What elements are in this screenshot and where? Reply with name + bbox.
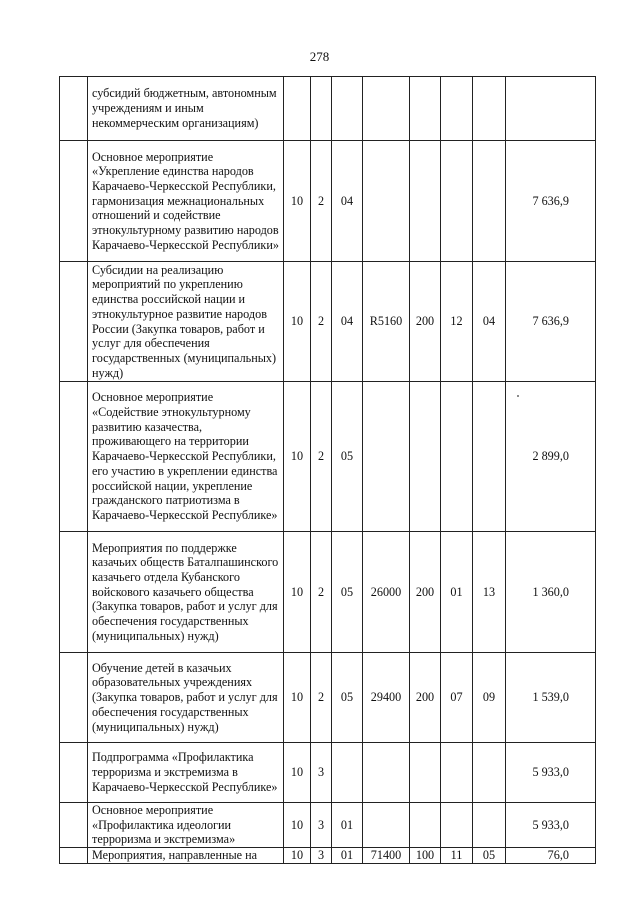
type-code-cell [410,382,441,532]
subsection-code-cell: 2 [311,532,332,653]
section-code-cell [284,77,311,141]
left-margin-cell [60,848,88,864]
function-code-cell [441,382,473,532]
type-code-cell: 200 [410,262,441,382]
section-code-cell: 10 [284,141,311,262]
left-margin-cell [60,653,88,743]
subsection-code-cell: 2 [311,382,332,532]
amount-cell: 76,0 [506,848,596,864]
left-margin-cell [60,532,88,653]
amount-cell: 7 636,9 [506,141,596,262]
expense-code-cell: R5160 [363,262,410,382]
left-margin-cell [60,141,88,262]
function-code-cell [441,803,473,848]
description-cell: Основное мероприятие «Содействие этнокультурному развитию казачества, проживающего на территории Карачаево-Черкесской Республики, его участию в укреплении единства российской нации, укрепление гражданского патриотизма в Карачаево-Черкесской Республике» [88,382,284,532]
type-code-cell: 200 [410,532,441,653]
type-code-cell [410,77,441,141]
section-code-cell: 10 [284,848,311,864]
subsection-code-cell [311,77,332,141]
subsection-code-cell: 2 [311,262,332,382]
section-code-cell: 10 [284,743,311,803]
subfunction-code-cell: 09 [473,653,506,743]
table-row [60,141,596,262]
amount-cell: 5 933,0 [506,803,596,848]
amount-cell: 5 933,0 [506,743,596,803]
program-code-cell: 05 [332,653,363,743]
subfunction-code-cell: 05 [473,848,506,864]
scan-speck [517,395,519,397]
program-code-cell: 04 [332,262,363,382]
left-margin-cell [60,262,88,382]
description-cell: Подпрограмма «Профилактика терроризма и экстремизма в Карачаево-Черкесской Республике» [88,743,284,803]
description-cell: Мероприятия по поддержке казачьих обществ Баталпашинского казачьего отдела Кубанского войскового казачьего общества (Закупка товаров, работ и услуг для обеспечения государственных (муниципальных) нужд) [88,532,284,653]
expense-code-cell: 26000 [363,532,410,653]
left-margin-cell [60,743,88,803]
description-cell: субсидий бюджетным, автономным учреждениям и иным некоммерческим организациям) [88,77,284,141]
section-code-cell: 10 [284,803,311,848]
section-code-cell: 10 [284,653,311,743]
section-code-cell: 10 [284,532,311,653]
table-body [60,77,596,864]
left-margin-cell [60,803,88,848]
type-code-cell [410,743,441,803]
expense-code-cell [363,803,410,848]
table-row [60,803,596,848]
subsection-code-cell: 3 [311,743,332,803]
table-row [60,532,596,653]
table-row [60,743,596,803]
expense-code-cell [363,77,410,141]
amount-cell: 2 899,0 [506,382,596,532]
expense-code-cell [363,382,410,532]
expense-code-cell: 29400 [363,653,410,743]
program-code-cell: 01 [332,848,363,864]
left-margin-cell [60,382,88,532]
function-code-cell: 11 [441,848,473,864]
expense-code-cell [363,743,410,803]
function-code-cell: 01 [441,532,473,653]
type-code-cell [410,141,441,262]
program-code-cell [332,743,363,803]
table-row [60,848,596,864]
description-cell: Субсидии на реализацию мероприятий по укреплению единства российской нации и этнокультурное развитие народов России (Закупка товаров, работ и услуг для обеспечения государственных (муниципальных) нужд) [88,262,284,382]
amount-cell: 1 360,0 [506,532,596,653]
subfunction-code-cell [473,141,506,262]
description-cell: Основное мероприятие «Профилактика идеологии терроризма и экстремизма» [88,803,284,848]
function-code-cell [441,743,473,803]
subsection-code-cell: 3 [311,848,332,864]
section-code-cell: 10 [284,262,311,382]
page-number: 278 [309,49,330,64]
section-code-cell: 10 [284,382,311,532]
expense-code-cell [363,141,410,262]
budget-table [59,76,596,864]
function-code-cell: 07 [441,653,473,743]
program-code-cell: 05 [332,532,363,653]
type-code-cell: 100 [410,848,441,864]
type-code-cell: 200 [410,653,441,743]
program-code-cell: 04 [332,141,363,262]
table-row [60,262,596,382]
subfunction-code-cell [473,77,506,141]
amount-cell: 7 636,9 [506,262,596,382]
description-cell: Обучение детей в казачьих образовательных учреждениях (Закупка товаров, работ и услуг для обеспечения государственных (муниципальных) нужд) [88,653,284,743]
description-cell: Мероприятия, направленные на [88,848,284,864]
expense-code-cell: 71400 [363,848,410,864]
description-cell: Основное мероприятие «Укрепление единства народов Карачаево-Черкесской Республики, гармонизация межнациональных отношений и содействие этнокультурному развитию народов Карачаево-Черкесской Республики» [88,141,284,262]
function-code-cell: 12 [441,262,473,382]
program-code-cell: 01 [332,803,363,848]
table-row [60,77,596,141]
subsection-code-cell: 2 [311,141,332,262]
subsection-code-cell: 3 [311,803,332,848]
table-row [60,653,596,743]
subfunction-code-cell: 13 [473,532,506,653]
program-code-cell: 05 [332,382,363,532]
subfunction-code-cell [473,803,506,848]
amount-cell [506,77,596,141]
left-margin-cell [60,77,88,141]
amount-cell: 1 539,0 [506,653,596,743]
subfunction-code-cell [473,382,506,532]
type-code-cell [410,803,441,848]
subfunction-code-cell: 04 [473,262,506,382]
function-code-cell [441,141,473,262]
function-code-cell [441,77,473,141]
subsection-code-cell: 2 [311,653,332,743]
subfunction-code-cell [473,743,506,803]
program-code-cell [332,77,363,141]
table-row [60,382,596,532]
